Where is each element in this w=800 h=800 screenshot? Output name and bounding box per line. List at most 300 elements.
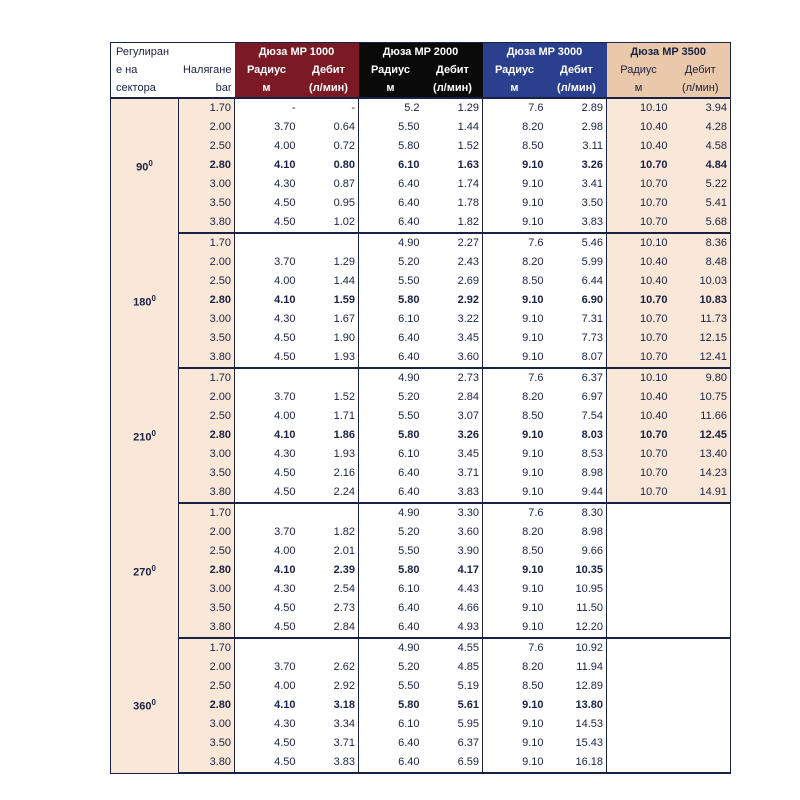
flow-cell: 2.16	[333, 467, 355, 479]
flow-cell: 4.66	[457, 602, 479, 614]
pressure-cell: 2.00	[179, 118, 235, 137]
radius-cell: 7.6	[483, 233, 547, 253]
flow-cell: 3.83	[547, 213, 607, 233]
radius-cell: 6.40	[359, 213, 423, 233]
table-row	[111, 407, 731, 426]
radius-cell: 4.50	[235, 464, 299, 483]
flow-cell: 1.59	[333, 294, 355, 306]
pressure-cell: 2.50	[179, 542, 235, 561]
radius-cell: 10.70	[607, 175, 671, 194]
radius-cell: 9.10	[483, 464, 547, 483]
pressure-cell: 3.00	[179, 175, 235, 194]
radius-cell	[607, 618, 671, 638]
flow-header: Дебит	[423, 61, 483, 79]
pressure-cell: 3.00	[179, 445, 235, 464]
radius-cell: 6.40	[359, 194, 423, 213]
radius-cell: 10.70	[607, 445, 671, 464]
radius-cell: 4.10	[235, 426, 299, 445]
radius-cell	[607, 523, 671, 542]
pressure-cell: 2.80	[179, 291, 235, 310]
radius-cell: 4.10	[235, 291, 299, 310]
flow-cell: 3.45	[457, 332, 479, 344]
radius-cell: 10.40	[607, 118, 671, 137]
radius-cell: 10.10	[607, 233, 671, 253]
pressure-cell: 1.70	[179, 368, 235, 388]
radius-cell: 9.10	[483, 291, 547, 310]
flow-cell: 1.71	[333, 410, 355, 422]
radius-cell: 8.50	[483, 137, 547, 156]
flow-cell: 1.67	[333, 313, 355, 325]
flow-cell: 2.73	[457, 372, 479, 384]
radius-cell: 9.10	[483, 561, 547, 580]
radius-cell: 9.10	[483, 753, 547, 773]
radius-cell: 4.30	[235, 715, 299, 734]
flow-cell: 12.45	[671, 426, 731, 445]
pressure-cell: 3.50	[179, 329, 235, 348]
degree-mark: 0	[151, 698, 156, 708]
flow-cell: 3.90	[457, 545, 479, 557]
flow-cell: 3.26	[457, 429, 479, 441]
radius-cell: 10.70	[607, 426, 671, 445]
flow-cell: 4.84	[671, 156, 731, 175]
sector-label: е на	[116, 64, 138, 76]
flow-cell: 3.11	[582, 140, 603, 152]
flow-cell: 8.53	[581, 448, 603, 460]
flow-header: Дебит	[547, 61, 607, 79]
flow-cell: 0.95	[333, 197, 355, 209]
table-row	[111, 715, 731, 734]
table-row	[111, 233, 731, 253]
pressure-cell: 2.80	[179, 426, 235, 445]
radius-cell: 10.40	[607, 407, 671, 426]
table-row	[111, 599, 731, 618]
flow-cell: 1.90	[333, 332, 355, 344]
radius-cell: 5.2	[359, 98, 423, 118]
flow-cell: 7.73	[581, 332, 603, 344]
flow-cell: 7.54	[581, 410, 603, 422]
sector-angle	[111, 98, 179, 233]
nozzle-mp3500-header: Дюза MP 3500	[607, 43, 731, 62]
radius-cell: 9.10	[483, 445, 547, 464]
flow-cell: 3.45	[457, 448, 479, 460]
radius-cell	[607, 580, 671, 599]
sector-angle	[111, 233, 179, 368]
radius-cell: 4.90	[359, 638, 423, 658]
flow-cell: 10.83	[671, 291, 731, 310]
flow-cell: 1.74	[457, 178, 479, 190]
radius-cell: 9.10	[483, 715, 547, 734]
flow-cell: 1.02	[299, 213, 359, 233]
pressure-cell: 3.50	[179, 734, 235, 753]
flow-cell	[671, 599, 731, 618]
flow-cell: 3.60	[423, 348, 483, 368]
pressure-cell: 3.50	[179, 194, 235, 213]
pressure-cell: 2.00	[179, 253, 235, 272]
flow-cell	[299, 368, 359, 388]
table-row	[111, 310, 731, 329]
flow-cell: 5.99	[581, 256, 603, 268]
flow-cell: 6.97	[581, 391, 603, 403]
flow-cell	[671, 734, 731, 753]
radius-unit: м	[359, 79, 423, 98]
radius-cell: 5.50	[359, 677, 423, 696]
radius-cell: 5.80	[359, 137, 423, 156]
radius-cell	[607, 753, 671, 773]
flow-cell	[299, 638, 359, 658]
table-row	[111, 368, 731, 388]
table-row	[111, 156, 731, 175]
flow-cell: 14.23	[671, 464, 731, 483]
radius-cell: 6.10	[359, 715, 423, 734]
flow-cell	[671, 753, 731, 773]
radius-cell: 7.6	[483, 503, 547, 523]
flow-cell: 3.83	[423, 483, 483, 503]
flow-cell: 0.80	[333, 159, 355, 171]
flow-cell: 2.43	[457, 256, 479, 268]
flow-cell: 6.37	[581, 372, 603, 384]
flow-cell	[671, 561, 731, 580]
radius-cell: 9.10	[483, 426, 547, 445]
table-row	[111, 213, 731, 233]
table-row	[111, 753, 731, 773]
radius-cell: 5.50	[359, 407, 423, 426]
sector-value: 360	[133, 701, 152, 714]
pressure-cell: 2.50	[179, 137, 235, 156]
radius-header: Радиус	[359, 61, 423, 79]
sector-angle	[111, 503, 179, 638]
pressure-cell: 3.80	[179, 753, 235, 773]
degree-mark: 0	[151, 293, 156, 303]
sector-label: сектора	[111, 79, 179, 98]
radius-cell: 4.30	[235, 310, 299, 329]
sector-value: 90	[136, 161, 149, 174]
radius-cell: 9.10	[483, 329, 547, 348]
radius-cell	[235, 233, 299, 253]
radius-cell: 9.10	[483, 156, 547, 175]
radius-cell: 10.10	[607, 98, 671, 118]
radius-cell: 8.20	[483, 658, 547, 677]
pressure-cell: 1.70	[179, 98, 235, 118]
radius-cell: 6.40	[359, 348, 423, 368]
table-row	[111, 542, 731, 561]
radius-cell: 9.10	[483, 194, 547, 213]
radius-cell: 4.50	[235, 194, 299, 213]
pressure-cell: 2.00	[179, 658, 235, 677]
flow-cell: 5.61	[457, 699, 479, 711]
flow-cell: 5.22	[671, 175, 731, 194]
radius-cell: 6.40	[359, 734, 423, 753]
table-row	[111, 445, 731, 464]
pressure-cell: 2.50	[179, 677, 235, 696]
radius-header: Радиус	[235, 61, 299, 79]
flow-cell: 3.94	[671, 98, 731, 118]
table-row	[111, 329, 731, 348]
radius-cell: 4.00	[235, 407, 299, 426]
data-table	[110, 42, 731, 774]
radius-cell	[607, 599, 671, 618]
radius-cell: 9.10	[483, 348, 547, 368]
radius-cell: 5.80	[359, 561, 423, 580]
flow-cell: 1.44	[333, 275, 355, 287]
flow-cell: 6.44	[581, 275, 603, 287]
sector-angle	[111, 638, 179, 773]
flow-header: Дебит	[671, 61, 731, 79]
nozzle-mp1000-header: Дюза MP 1000	[235, 43, 359, 62]
radius-cell	[607, 542, 671, 561]
radius-cell: 7.6	[483, 368, 547, 388]
radius-cell: 5.50	[359, 542, 423, 561]
radius-cell: 5.20	[359, 523, 423, 542]
radius-cell: 5.50	[359, 272, 423, 291]
flow-cell: 2.98	[581, 121, 603, 133]
table-row	[111, 194, 731, 213]
radius-cell: 4.50	[235, 329, 299, 348]
radius-cell: 7.6	[483, 638, 547, 658]
nozzle-mp2000-header: Дюза MP 2000	[359, 43, 483, 62]
table-row	[111, 98, 731, 118]
flow-cell: 2.69	[457, 275, 479, 287]
flow-cell: 7.31	[581, 313, 603, 325]
radius-cell: -	[235, 98, 299, 118]
flow-cell: 11.94	[576, 661, 603, 673]
radius-cell: 10.40	[607, 272, 671, 291]
radius-cell: 4.00	[235, 677, 299, 696]
radius-cell: 4.50	[235, 618, 299, 638]
flow-cell: 16.18	[547, 753, 607, 773]
flow-cell: 0.64	[333, 121, 355, 133]
radius-cell	[607, 561, 671, 580]
radius-cell: 7.6	[483, 98, 547, 118]
table-header	[111, 43, 731, 99]
flow-cell	[671, 580, 731, 599]
flow-cell: 1.86	[333, 429, 355, 441]
flow-cell: 3.50	[581, 197, 603, 209]
radius-unit: м	[607, 79, 671, 98]
pressure-cell: 3.80	[179, 348, 235, 368]
flow-cell: 4.93	[423, 618, 483, 638]
pressure-cell: 2.50	[179, 407, 235, 426]
flow-cell: 1.29	[457, 102, 479, 114]
flow-cell: 0.87	[333, 178, 355, 190]
radius-cell: 6.40	[359, 329, 423, 348]
radius-cell	[607, 715, 671, 734]
flow-cell: 2.89	[581, 102, 603, 114]
table-row	[111, 523, 731, 542]
pressure-cell: 1.70	[179, 638, 235, 658]
flow-cell: 2.92	[333, 680, 355, 692]
radius-header: Радиус	[607, 61, 671, 79]
table-row	[111, 503, 731, 523]
flow-cell: 5.95	[457, 718, 479, 730]
flow-cell	[671, 677, 731, 696]
radius-cell: 6.10	[359, 156, 423, 175]
flow-cell: 3.71	[333, 737, 355, 749]
pressure-cell: 3.80	[179, 213, 235, 233]
radius-cell: 5.20	[359, 388, 423, 407]
radius-cell: 10.70	[607, 464, 671, 483]
table-row	[111, 658, 731, 677]
table-row	[111, 388, 731, 407]
flow-cell: -	[351, 102, 355, 114]
sector-value: 180	[133, 296, 152, 309]
flow-cell: 4.85	[457, 661, 479, 673]
flow-cell: 10.95	[575, 583, 603, 595]
radius-cell: 10.70	[607, 156, 671, 175]
radius-cell: 3.70	[235, 658, 299, 677]
radius-cell	[607, 734, 671, 753]
radius-cell: 8.50	[483, 677, 547, 696]
radius-cell	[607, 638, 671, 658]
flow-cell	[671, 618, 731, 638]
flow-cell: 3.41	[581, 178, 603, 190]
flow-cell: 6.37	[457, 737, 479, 749]
radius-cell	[235, 503, 299, 523]
radius-cell: 8.20	[483, 523, 547, 542]
radius-cell: 4.10	[235, 561, 299, 580]
radius-cell: 8.50	[483, 272, 547, 291]
flow-cell: 12.15	[671, 329, 731, 348]
flow-cell: 5.41	[671, 194, 731, 213]
flow-cell: 14.53	[575, 718, 603, 730]
radius-cell: 4.30	[235, 175, 299, 194]
flow-cell	[299, 233, 359, 253]
flow-cell: 3.34	[333, 718, 355, 730]
pressure-cell: 3.50	[179, 464, 235, 483]
sector-label: Регулиран	[116, 46, 170, 58]
radius-cell: 3.70	[235, 388, 299, 407]
flow-cell: 15.43	[575, 737, 603, 749]
radius-cell: 8.20	[483, 118, 547, 137]
flow-cell: 3.07	[457, 410, 479, 422]
flow-cell: 14.91	[671, 483, 731, 503]
nozzle-performance-table	[110, 42, 731, 774]
flow-unit: (л/мин)	[671, 79, 731, 98]
radius-cell: 5.80	[359, 426, 423, 445]
flow-cell: 1.93	[299, 348, 359, 368]
radius-cell: 9.10	[483, 599, 547, 618]
flow-cell	[671, 503, 731, 523]
flow-cell: 6.59	[423, 753, 483, 773]
pressure-cell: 2.50	[179, 272, 235, 291]
flow-cell: 3.83	[299, 753, 359, 773]
table-row	[111, 272, 731, 291]
radius-cell: 6.40	[359, 599, 423, 618]
flow-cell: 11.50	[576, 602, 603, 614]
flow-cell: 6.90	[581, 294, 603, 306]
table-row	[111, 426, 731, 445]
table-row	[111, 291, 731, 310]
table-row	[111, 696, 731, 715]
flow-cell	[299, 503, 359, 523]
radius-cell: 4.30	[235, 445, 299, 464]
flow-cell: 9.80	[671, 368, 731, 388]
flow-cell: 4.55	[457, 642, 479, 654]
radius-cell: 4.50	[235, 599, 299, 618]
table-row	[111, 253, 731, 272]
nozzle-mp3000-header: Дюза MP 3000	[483, 43, 607, 62]
sector-value: 270	[133, 566, 152, 579]
flow-cell: 1.52	[333, 391, 355, 403]
radius-unit: м	[235, 79, 299, 98]
flow-cell: 5.19	[457, 680, 479, 692]
flow-cell: 1.82	[423, 213, 483, 233]
radius-cell: 4.50	[235, 734, 299, 753]
radius-cell: 9.10	[483, 175, 547, 194]
radius-cell: 9.10	[483, 618, 547, 638]
flow-cell: 2.92	[457, 294, 479, 306]
radius-cell: 5.50	[359, 118, 423, 137]
table-row	[111, 464, 731, 483]
radius-cell: 4.50	[235, 348, 299, 368]
flow-cell: 3.18	[333, 699, 355, 711]
flow-cell: 2.39	[333, 564, 355, 576]
radius-cell: 6.10	[359, 580, 423, 599]
flow-cell: 10.75	[671, 388, 731, 407]
flow-cell: 2.24	[299, 483, 359, 503]
flow-cell: 11.73	[671, 310, 731, 329]
flow-cell: 8.98	[581, 467, 603, 479]
sector-value: 210	[133, 431, 152, 444]
flow-cell: 1.63	[457, 159, 479, 171]
flow-cell: 2.84	[457, 391, 479, 403]
radius-cell: 9.10	[483, 696, 547, 715]
table-row	[111, 137, 731, 156]
flow-cell: 13.40	[671, 445, 731, 464]
flow-cell: 3.71	[457, 467, 479, 479]
radius-cell: 4.90	[359, 368, 423, 388]
flow-unit: (л/мин)	[299, 79, 359, 98]
flow-cell: 4.43	[457, 583, 479, 595]
radius-cell: 6.40	[359, 618, 423, 638]
flow-cell	[671, 542, 731, 561]
flow-cell: 1.29	[333, 256, 355, 268]
flow-cell: 12.41	[671, 348, 731, 368]
flow-cell: 9.66	[581, 545, 603, 557]
flow-cell: 10.35	[575, 564, 603, 576]
radius-cell	[607, 503, 671, 523]
radius-cell: 6.40	[359, 464, 423, 483]
radius-cell: 6.40	[359, 175, 423, 194]
radius-cell: 10.70	[607, 194, 671, 213]
radius-cell: 4.10	[235, 156, 299, 175]
flow-cell	[671, 523, 731, 542]
flow-cell: 9.44	[547, 483, 607, 503]
pressure-cell: 3.00	[179, 580, 235, 599]
pressure-cell: 2.00	[179, 523, 235, 542]
radius-cell: 3.70	[235, 523, 299, 542]
sector-angle	[111, 368, 179, 503]
pressure-cell: 2.80	[179, 696, 235, 715]
pressure-cell: 2.00	[179, 388, 235, 407]
table-row	[111, 677, 731, 696]
flow-cell	[671, 696, 731, 715]
radius-cell: 8.20	[483, 253, 547, 272]
radius-cell: 10.10	[607, 368, 671, 388]
degree-mark: 0	[151, 563, 156, 573]
radius-cell	[235, 368, 299, 388]
flow-cell: 3.22	[457, 313, 479, 325]
radius-cell: 3.70	[235, 118, 299, 137]
radius-cell: 4.00	[235, 542, 299, 561]
radius-cell: 5.80	[359, 291, 423, 310]
flow-cell	[671, 638, 731, 658]
flow-cell: 3.30	[457, 507, 479, 519]
flow-cell: 5.46	[581, 237, 603, 249]
flow-cell: 8.07	[547, 348, 607, 368]
flow-cell: 3.60	[457, 526, 479, 538]
table-row	[111, 561, 731, 580]
pressure-label: Налягане	[182, 64, 232, 76]
